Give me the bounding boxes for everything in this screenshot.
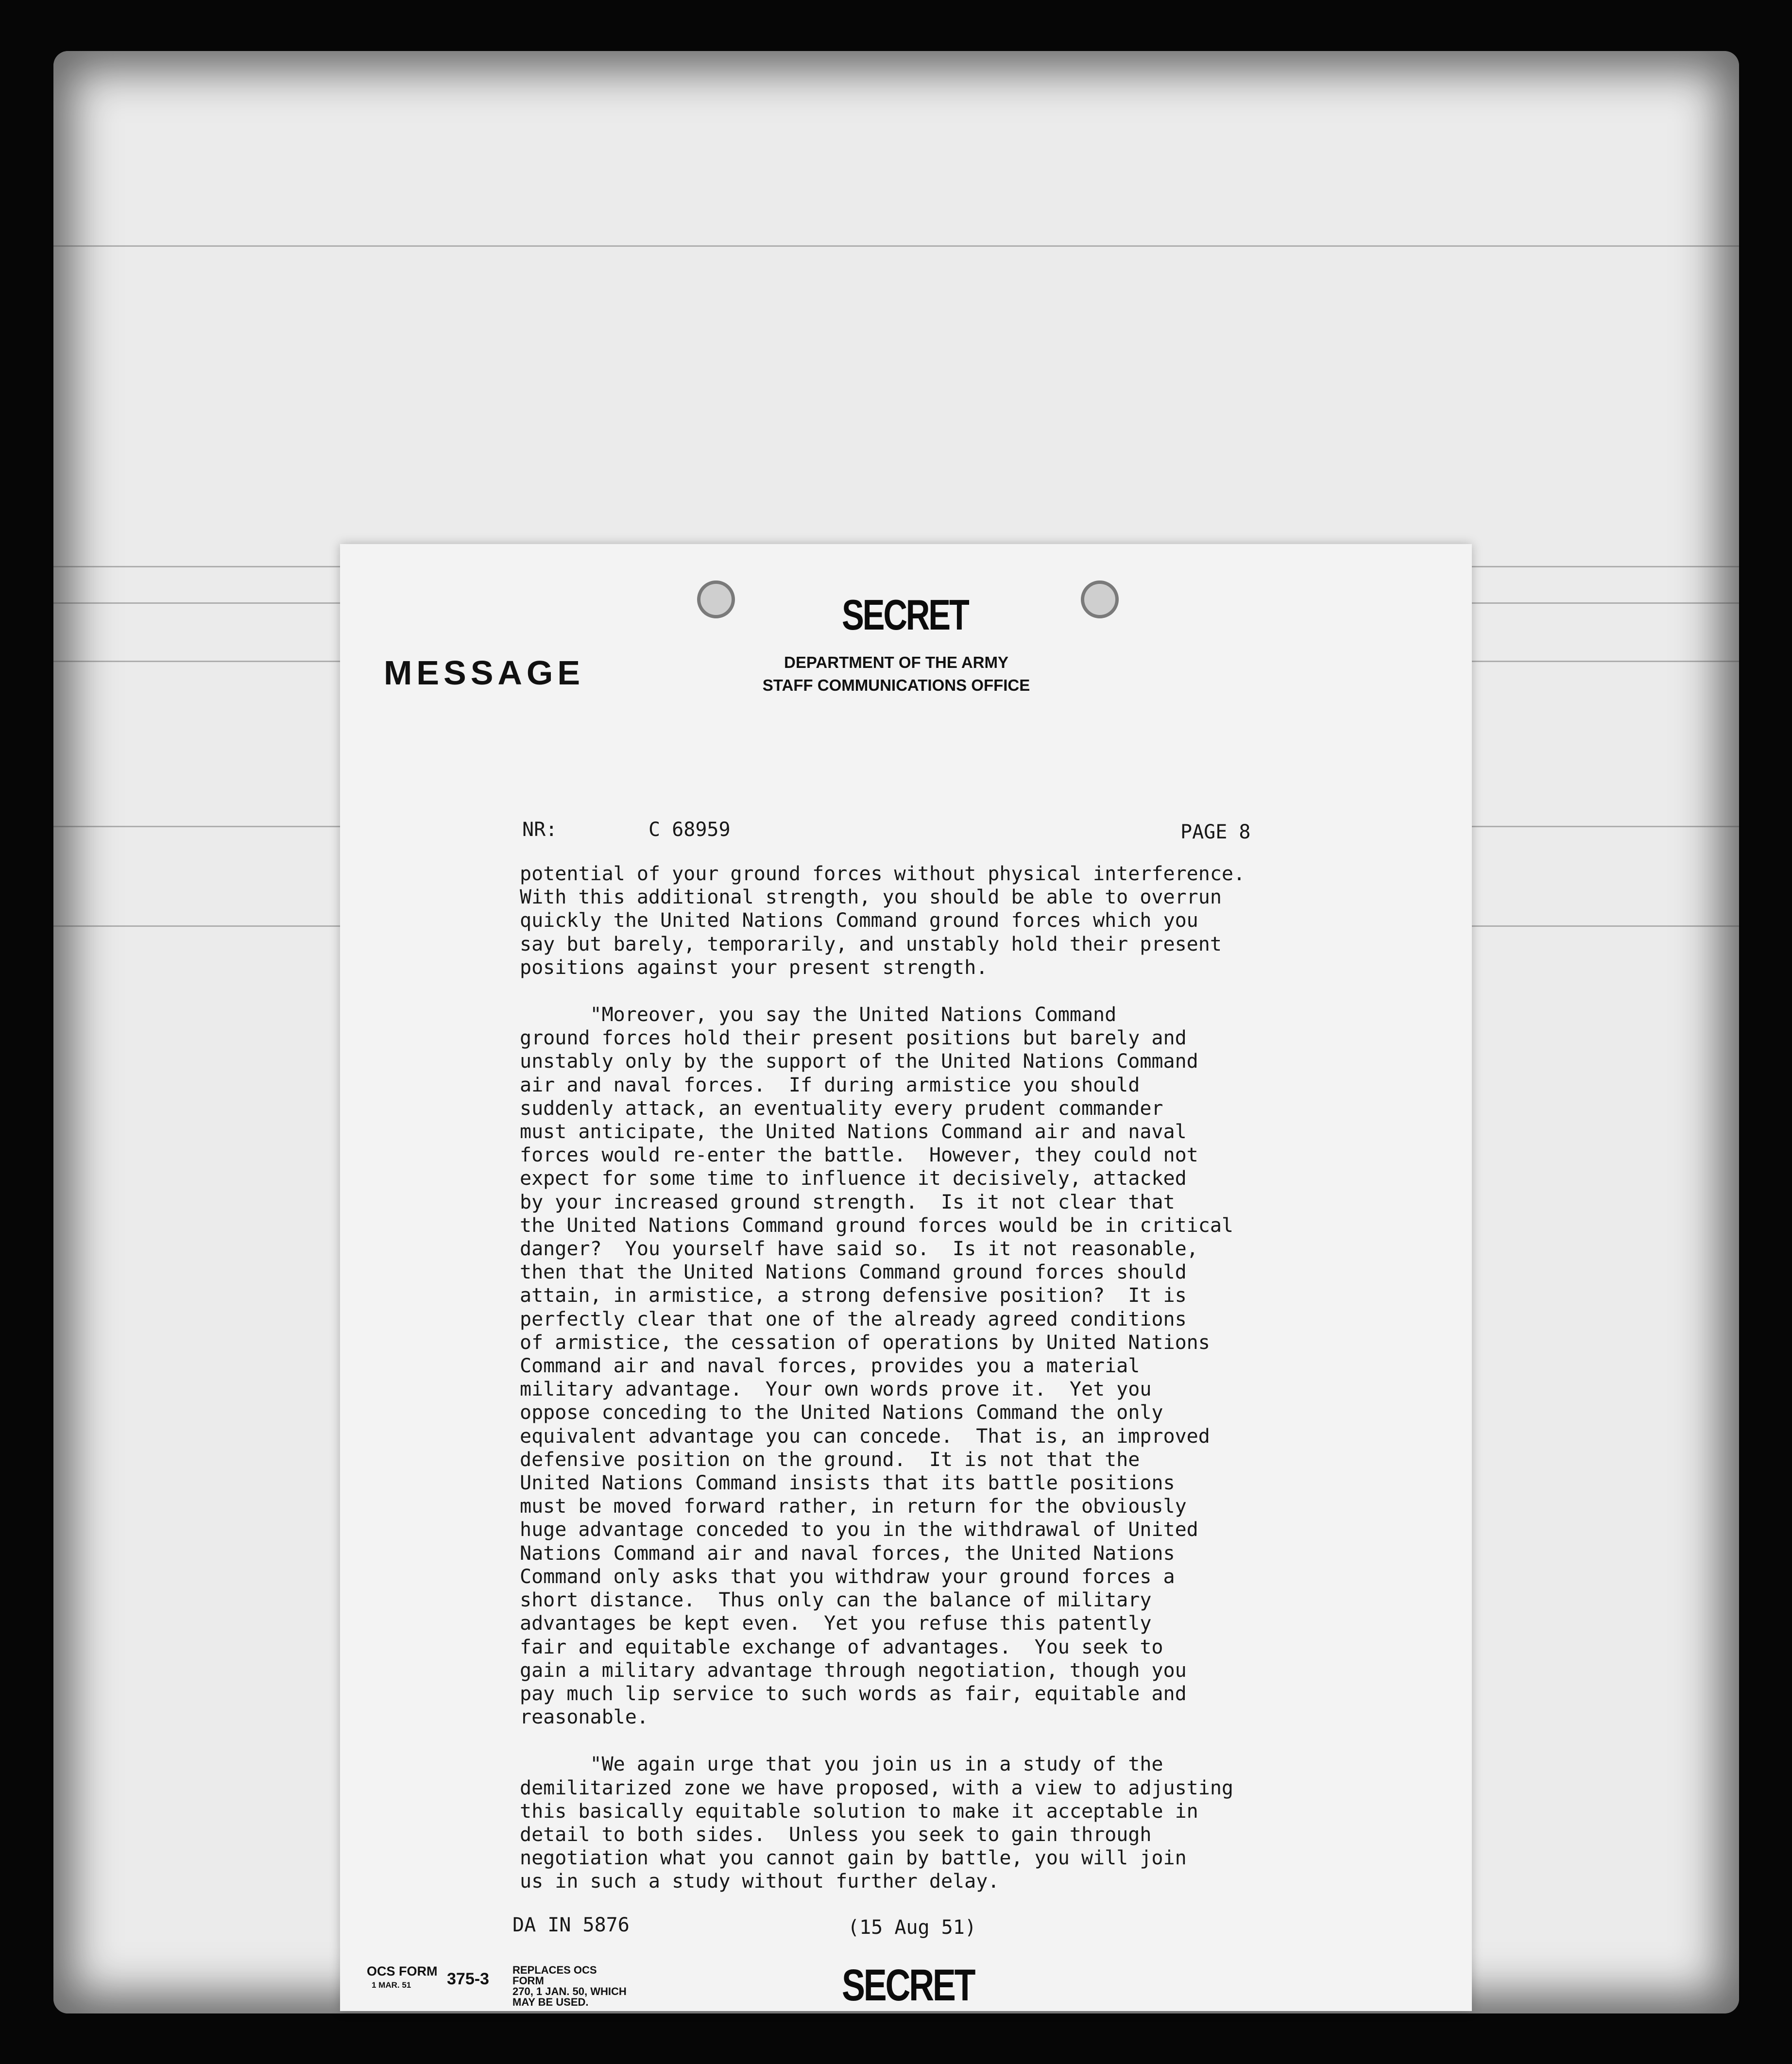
body-line: United Nations Command insists that its battle positions [520,1472,1175,1495]
form-replaces-note [512,1965,629,2008]
body-line: demilitarized zone we have proposed, with a view to adjusting [520,1776,1234,1799]
body-line: reasonable. [520,1706,649,1729]
body-line: positions against your present strength. [520,956,988,979]
punch-hole-left [697,580,735,618]
message-body [520,862,1467,1893]
body-line: defensive position on the ground. It is not that the [520,1448,1140,1471]
body-line: must anticipate, the United Nations Command air and naval [520,1121,1187,1143]
form-label [367,1965,438,1989]
body-line: unstably only by the support of the United Nations Command [520,1050,1198,1073]
form-title: MESSAGE [384,654,585,692]
classification-header: SECRET [842,591,968,639]
body-line: attain, in armistice, a strong defensive position? It is [520,1284,1187,1307]
body-line: detail to both sides. Unless you seek to gain through [520,1823,1152,1846]
body-line: the United Nations Command ground forces would be in critical [520,1214,1234,1237]
scan-artifact-line [53,245,1739,247]
body-line: this basically equitable solution to make it acceptable in [520,1800,1198,1823]
paragraph-gap [520,1729,1467,1753]
message-number: C 68959 [649,819,731,841]
form-replaces-line: REPLACES OCS FORM [512,1964,597,1987]
form-number: 375-3 [447,1970,489,1988]
page-number: PAGE 8 [1180,821,1251,843]
body-line: ground forces hold their present positions but barely and [520,1027,1187,1050]
body-line: negotiation what you cannot gain by battle, you will join [520,1847,1187,1870]
form-replaces-line: MAY BE USED. [512,1996,589,2008]
message-form-sheet [340,544,1472,2011]
form-label-date: 1 MAR. 51 [372,1980,411,1990]
body-line: Nations Command air and naval forces, the United Nations [520,1542,1175,1565]
body-paragraph [520,862,1467,979]
body-line: gain a military advantage through negotiation, though you [520,1659,1187,1682]
body-line: potential of your ground forces without physical interference. [520,863,1246,885]
department-name: DEPARTMENT OF THE ARMY [784,653,1008,671]
body-line: perfectly clear that one of the already agreed conditions [520,1308,1187,1331]
body-line: of armistice, the cessation of operations by United Nations [520,1331,1210,1354]
body-line: military advantage. Your own words prove it. Yet you [520,1378,1152,1401]
body-paragraph [520,1003,1467,1729]
body-line: forces would re-enter the battle. However, they could not [520,1144,1198,1167]
body-line: "Moreover, you say the United Nations Command [520,1004,1117,1026]
body-line: oppose conceding to the United Nations Command the only [520,1401,1163,1424]
form-label-name: OCS FORM [367,1964,438,1979]
body-line: pay much lip service to such words as fair, equitable and [520,1682,1187,1705]
da-in-number: DA IN 5876 [512,1914,630,1936]
body-line: advantages be kept even. Yet you refuse this patently [520,1612,1152,1635]
body-line: us in such a study without further delay. [520,1870,1000,1893]
body-line: danger? You yourself have said so. Is it not reasonable, [520,1238,1198,1261]
body-line: suddenly attack, an eventuality every prudent commander [520,1097,1163,1120]
office-name: STAFF COMMUNICATIONS OFFICE [762,676,1030,694]
body-line: short distance. Thus only can the balance of military [520,1589,1152,1612]
body-line: must be moved forward rather, in return for the obviously [520,1495,1187,1518]
nr-label: NR: [522,819,558,841]
body-line: expect for some time to influence it decisively, attacked [520,1167,1187,1190]
body-line: Command only asks that you withdraw your ground forces a [520,1565,1175,1588]
body-line: quickly the United Nations Command ground forces which you [520,909,1198,932]
body-line: Command air and naval forces, provides you a material [520,1355,1140,1378]
body-line: say but barely, temporarily, and unstably hold their present [520,933,1222,955]
body-paragraph [520,1753,1467,1893]
body-line: then that the United Nations Command ground forces should [520,1261,1187,1284]
body-line: huge advantage conceded to you in the withdrawal of United [520,1518,1198,1541]
paragraph-gap [520,979,1467,1003]
body-line: With this additional strength, you should be able to overrun [520,886,1222,909]
body-line: equivalent advantage you can concede. That is, an improved [520,1425,1210,1448]
body-line: by your increased ground strength. Is it not clear that [520,1191,1175,1213]
form-replaces-line: 270, 1 JAN. 50, WHICH [512,1985,627,1997]
classification-footer: SECRET [842,1961,974,2010]
body-line: air and naval forces. If during armistice you should [520,1074,1140,1096]
body-line: "We again urge that you join us in a study of the [520,1753,1163,1776]
punch-hole-right [1081,580,1119,618]
message-date: (15 Aug 51) [848,1916,976,1939]
body-line: fair and equitable exchange of advantages. You seek to [520,1636,1163,1658]
